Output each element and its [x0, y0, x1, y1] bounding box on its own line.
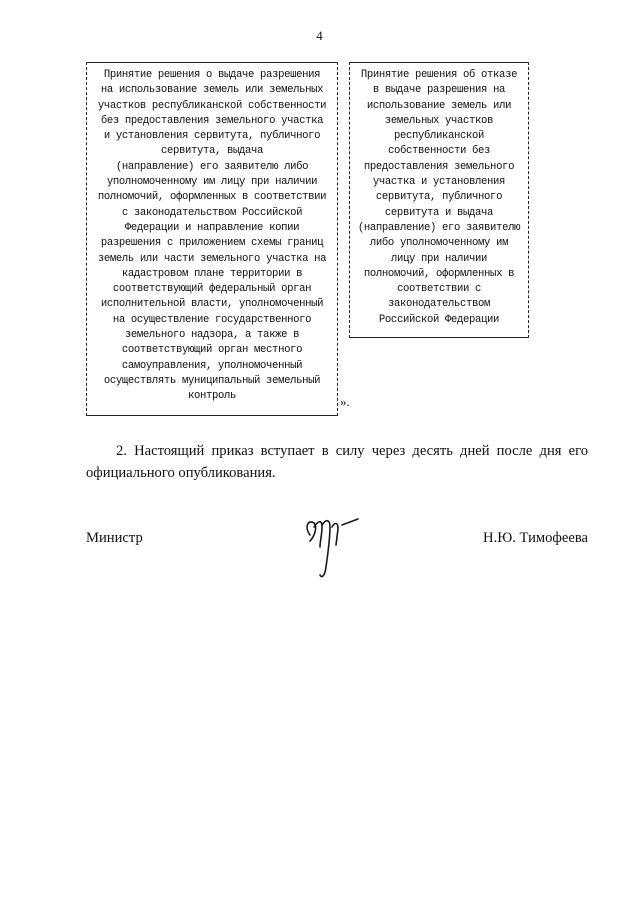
box-text-line: на осуществление государственного	[112, 313, 312, 326]
box-text-line: кадастровом плане территории в	[121, 267, 303, 280]
box-text-line: соответствующий федеральный орган	[112, 283, 312, 296]
box-border-right	[528, 62, 529, 338]
box-text-line: и установления сервитута, публичного	[103, 130, 321, 143]
box-text-line: полномочий, оформленных в	[363, 267, 515, 280]
signature-icon	[298, 505, 378, 585]
box-text-line: лицу при наличии	[390, 252, 488, 265]
box-text-line: без предоставления земельного участка	[100, 114, 324, 127]
box-text-line: либо уполномоченному им	[369, 237, 509, 250]
box-text-line: предоставления земельного	[363, 160, 515, 173]
signer-name: Н.Ю. Тимофеева	[483, 530, 588, 546]
box-text-line: участка и установления	[372, 176, 506, 189]
box-text-line: Российской Федерации	[378, 313, 500, 326]
box-text-line: в выдаче разрешения на	[372, 84, 506, 97]
box-text-line: (направление) его заявителю	[357, 221, 521, 234]
box-text-line: собственности без	[387, 145, 491, 158]
box-text-line: участков республиканской собственности	[97, 99, 327, 112]
box-border-bottom	[86, 415, 338, 416]
box-text-line: земель или части земельного участка на	[97, 252, 327, 265]
paragraph-effective-date: 2. Настоящий приказ вступает в силу через десять дней после дня его официального опубликования.	[86, 443, 588, 481]
signer-title: Министр	[86, 530, 143, 546]
box-text-line: контроль	[187, 390, 237, 403]
box-text-line: республиканской	[393, 130, 485, 143]
box-text-line: Федерации и направление копии	[124, 221, 300, 234]
box-text-line: (направление) его заявителю либо	[115, 160, 309, 173]
box-text-line: осуществлять муниципальный земельный	[103, 374, 321, 387]
grant-decision-text	[90, 68, 334, 405]
flowchart-box-refusal-decision	[349, 62, 529, 338]
box-text-line: использование земель или	[366, 99, 512, 112]
box-text-line: соответствии с	[396, 283, 482, 296]
box-text-line: соответствующий орган местного	[121, 344, 303, 357]
box-text-line: самоуправления, уполномоченный	[121, 359, 303, 372]
refusal-decision-text	[353, 68, 525, 328]
box-text-line: уполномоченному им лицу при наличии	[106, 176, 318, 189]
box-text-line: разрешения с приложением схемы границ	[100, 237, 324, 250]
closing-quote: ».	[340, 394, 350, 409]
box-border-bottom	[349, 337, 529, 338]
box-text-line: сервитута, выдача	[160, 145, 264, 158]
box-border-left	[86, 62, 87, 416]
box-text-line: исполнительной власти, уполномоченный	[100, 298, 324, 311]
box-border-right	[337, 62, 338, 416]
box-text-line: Принятие решения о выдаче разрешения	[103, 69, 321, 81]
box-border-left	[349, 62, 350, 338]
box-text-line: земельного надзора, а также в	[124, 329, 300, 342]
page-number: 4	[316, 28, 323, 43]
box-border-top	[349, 62, 529, 63]
box-text-line: земельных участков	[384, 114, 494, 127]
box-border-top	[86, 62, 338, 63]
box-text-line: с законодательством Российской	[121, 206, 303, 219]
box-text-line: на использование земель или земельных	[100, 84, 324, 97]
box-text-line: законодательством	[387, 298, 491, 311]
box-text-line: полномочий, оформленных в соответствии	[97, 191, 327, 204]
flowchart-box-grant-decision	[86, 62, 338, 416]
box-text-line: сервитута, публичного	[375, 191, 503, 204]
box-text-line: Принятие решения об отказе	[360, 69, 518, 81]
box-text-line: сервитута и выдача	[384, 206, 494, 219]
